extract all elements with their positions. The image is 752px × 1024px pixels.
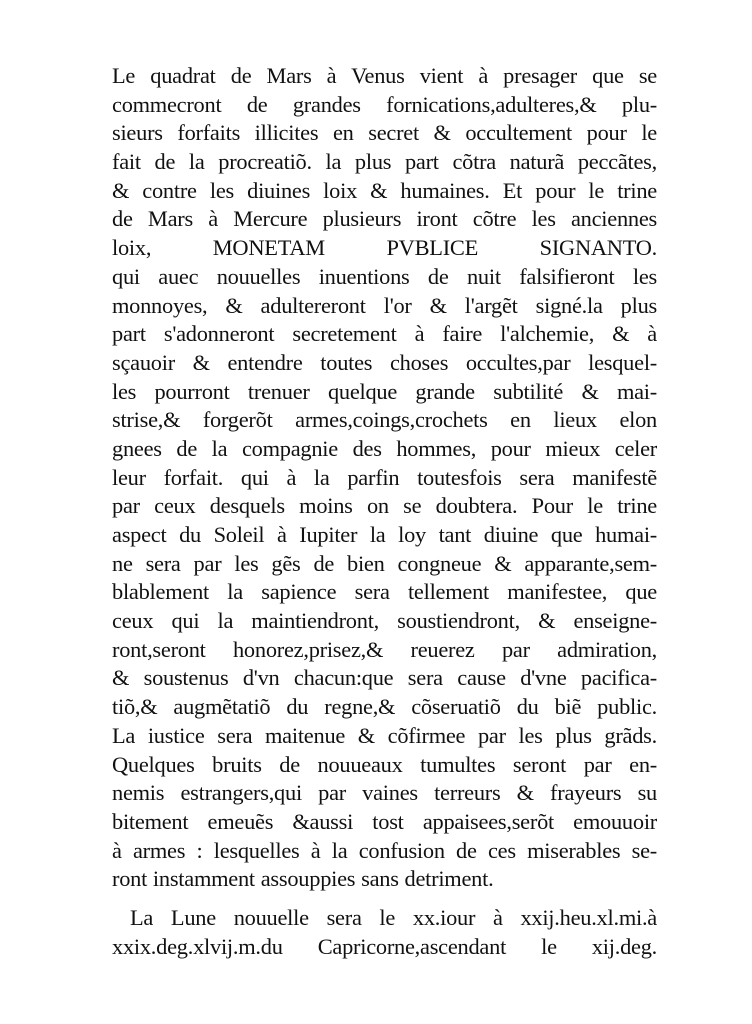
- text-line: à armes : lesquelles à la confusion de ces miserables se-: [112, 837, 657, 863]
- text-line: tiõ,& augmẽtatiõ du regne,& cõseruatiõ du biẽ public.: [112, 694, 657, 720]
- text-line: Quelques bruits de nouueaux tumultes seront par en-: [112, 751, 657, 777]
- text-line: La iustice sera maitenue & cõfirmee par les plus grãds.: [112, 722, 657, 748]
- text-line: fait de la procreatiõ. la plus part cõtra naturã peccãtes,: [112, 149, 657, 175]
- text-line: & contre les diuines loix & humaines. Et pour le trine: [112, 177, 657, 203]
- text-line: les pourront trenuer quelque grande subtilité & mai-: [112, 378, 657, 404]
- text-line: La Lune nouuelle sera le xx.iour à xxij.heu.xl.mi.à: [130, 904, 657, 930]
- text-line: sçauoir & entendre toutes choses occultes,par lesquel-: [112, 349, 657, 375]
- text-line: de Mars à Mercure plusieurs iront cõtre les anciennes: [112, 206, 657, 232]
- paragraph-gap: [112, 894, 657, 904]
- text-line: sieurs forfaits illicites en secret & occultement pour le: [112, 120, 657, 146]
- text-line: par ceux desquels moins on se doubtera. Pour le trine: [112, 493, 657, 519]
- text-line: monnoyes, & adultereront l'or & l'argẽt signé.la plus: [112, 292, 657, 318]
- text-line: gnees de la compagnie des hommes, pour mieux celer: [112, 435, 657, 461]
- text-line: qui auec nouuelles inuentions de nuit falsifieront les: [112, 263, 657, 289]
- text-line: ceux qui la maintiendront, soustiendront, & enseigne-: [112, 608, 657, 634]
- text-line: & soustenus d'vn chacun:que sera cause d'vne pacifica-: [112, 665, 657, 691]
- paragraph-prognostication: [112, 62, 657, 894]
- text-line: bitement emeuẽs &aussi tost appaisees,serõt emouuoir: [112, 808, 657, 834]
- text-line: aspect du Soleil à Iupiter la loy tant diuine que humai-: [112, 522, 657, 547]
- text-line: strise,& forgerõt armes,coings,crochets en lieux elon: [112, 407, 657, 433]
- text-line: nemis estrangers,qui par vaines terreurs & frayeurs su: [112, 780, 657, 806]
- text-line: loix, MONETAM PVBLICE SIGNANTO.: [112, 235, 657, 261]
- text-line: commecront de grandes fornications,adulteres,& plu-: [112, 91, 657, 117]
- text-line: ront,seront honorez,prisez,& reuerez par admiration,: [112, 636, 657, 662]
- text-line: leur forfait. qui à la parfin toutesfois sera manifestẽ: [112, 464, 657, 490]
- text-line: ne sera par les gẽs de bien congneue & apparante,sem-: [112, 550, 657, 576]
- text-column: [112, 62, 657, 961]
- text-line: ront instamment assouppies sans detriment.: [112, 866, 494, 892]
- text-line: part s'adonneront secretement à faire l'alchemie, & à: [112, 321, 657, 347]
- text-line: blablement la sapience sera tellement manifestee, que: [112, 579, 657, 605]
- text-line: xxix.deg.xlvij.m.du Capricorne,ascendant le xij.deg.: [112, 933, 657, 959]
- text-line: Le quadrat de Mars à Venus vient à presager que se: [112, 63, 657, 88]
- paragraph-new-moon: [112, 904, 657, 961]
